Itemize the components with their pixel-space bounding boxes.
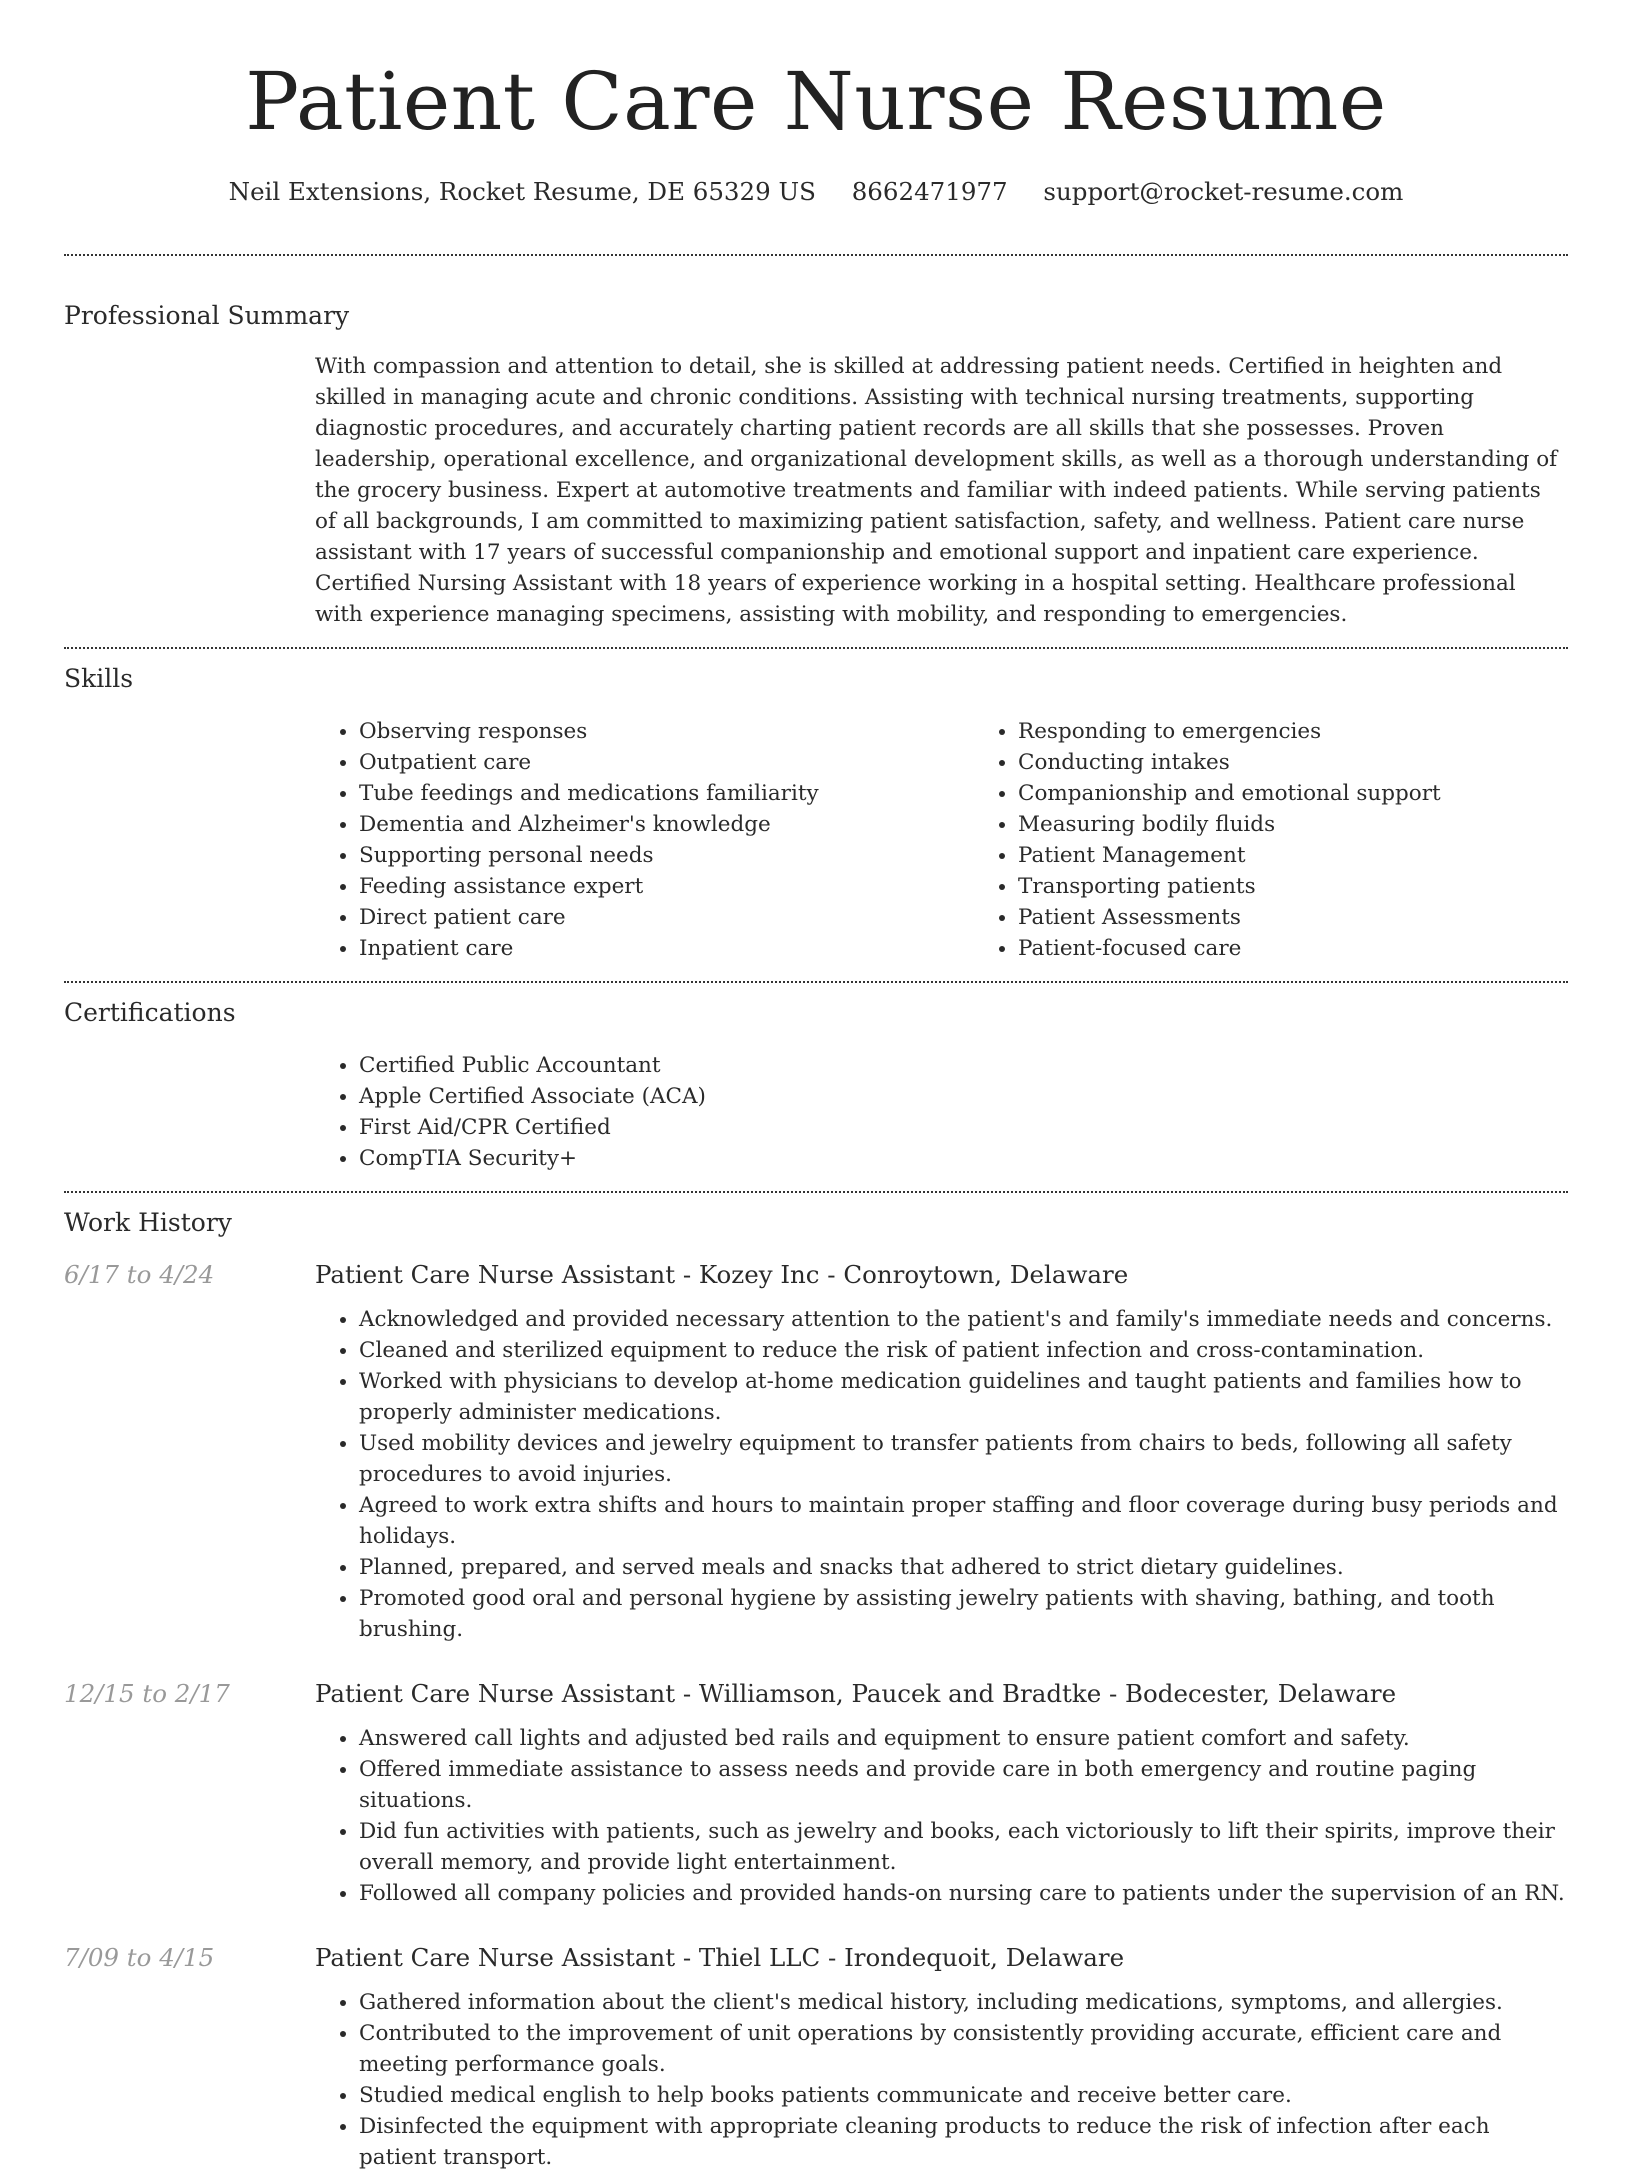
job-bullet: • Gathered information about the client's medical history, including medications, symptoms, and allergies. — [359, 1987, 1568, 2018]
job-details — [315, 1987, 1568, 2173]
skill-item: • Dementia and Alzheimer's knowledge — [359, 809, 974, 840]
job-bullet: • Followed all company policies and provided hands-on nursing care to patients under the supervision of an RN. — [359, 1878, 1568, 1909]
summary-text: With compassion and attention to detail, she is skilled at addressing patient needs. Certified in heighten and skilled in managing acute and chronic conditions. Assisting with technical nursing treatments, supporting diagnostic procedures, and accurately charting patient records are all skills that she possesses. Proven leadership, operational excellence, and organizational development skills, as well as a thorough understanding of the grocery business. Expert at automotive treatments and familiar with indeed patients. While serving patients of all backgrounds, I am committed to maximizing patient satisfaction, safety, and wellness. Patient care nurse assistant with 17 years of successful companionship and emotional support and inpatient care experience. Certified Nursing Assistant with 18 years of experience working in a hospital setting. Healthcare professional with experience managing specimens, assisting with mobility, and responding to emergencies. — [315, 354, 1558, 627]
job-bullet: • Contributed to the improvement of unit operations by consistently providing accurate, efficient care and meeting performance goals. — [359, 2018, 1568, 2080]
skill-item: • Direct patient care — [359, 902, 974, 933]
certifications-content — [315, 1050, 1568, 1174]
skill-item: • Inpatient care — [359, 933, 974, 964]
job-bullet: • Worked with physicians to develop at-home medication guidelines and taught patients and families how to properly administer medications. — [359, 1366, 1568, 1428]
contact-line — [64, 174, 1568, 210]
skill-item: • Observing responses — [359, 716, 974, 747]
skill-item: • Patient-focused care — [1018, 933, 1632, 964]
skill-item: • Supporting personal needs — [359, 840, 974, 871]
job-dates: 12/15 to 2/17 — [64, 1679, 230, 1708]
certifications-heading: Certifications — [64, 998, 236, 1027]
job-bullet: • Did fun activities with patients, such as jewelry and books, each victoriously to lift their spirits, improve their overall memory, and provide light entertainment. — [359, 1816, 1568, 1878]
certification-item: • Apple Certified Associate (ACA) — [359, 1081, 1568, 1112]
skills-heading: Skills — [64, 664, 134, 693]
job-dates: 7/09 to 4/15 — [64, 1943, 215, 1972]
job-bullet: • Answered call lights and adjusted bed rails and equipment to ensure patient comfort and safety. — [359, 1723, 1568, 1754]
summary-heading: Professional Summary — [64, 301, 350, 330]
contact-phone: 8662471977 — [851, 177, 1008, 206]
job-entry — [64, 1679, 1568, 1909]
job-entry — [64, 1943, 1568, 2173]
job-bullets — [315, 1987, 1568, 2173]
skill-item: • Conducting intakes — [1018, 747, 1632, 778]
skill-item: • Companionship and emotional support — [1018, 778, 1632, 809]
job-details — [315, 1723, 1568, 1909]
job-bullet: • Used mobility devices and jewelry equipment to transfer patients from chairs to beds, following all safety procedures to avoid injuries. — [359, 1428, 1568, 1490]
job-bullet: • Cleaned and sterilized equipment to reduce the risk of patient infection and cross-contamination. — [359, 1335, 1568, 1366]
certification-item: • First Aid/CPR Certified — [359, 1112, 1568, 1143]
resume-page — [64, 0, 1568, 2173]
job-entry — [64, 1260, 1568, 1645]
divider — [64, 254, 1568, 256]
work-history-heading: Work History — [64, 1208, 232, 1237]
skill-item: • Feeding assistance expert — [359, 871, 974, 902]
job-bullet: • Promoted good oral and personal hygiene by assisting jewelry patients with shaving, bathing, and tooth brushing. — [359, 1583, 1568, 1645]
certifications-list — [315, 1050, 1568, 1174]
job-title: Patient Care Nurse Assistant - Kozey Inc - Conroytown, Delaware — [315, 1260, 1129, 1289]
job-title: Patient Care Nurse Assistant - Thiel LLC - Irondequoit, Delaware — [315, 1943, 1125, 1972]
job-bullet: • Planned, prepared, and served meals and snacks that adhered to strict dietary guidelines. — [359, 1552, 1568, 1583]
job-details — [315, 1304, 1568, 1645]
skill-item: • Patient Management — [1018, 840, 1632, 871]
job-bullets — [315, 1723, 1568, 1909]
skills-list-left — [315, 716, 974, 964]
job-dates: 6/17 to 4/24 — [64, 1260, 215, 1289]
skill-item: • Outpatient care — [359, 747, 974, 778]
job-bullet: • Offered immediate assistance to assess needs and provide care in both emergency and routine paging situations. — [359, 1754, 1568, 1816]
contact-email: support@rocket-resume.com — [1043, 177, 1404, 206]
certification-item: • Certified Public Accountant — [359, 1050, 1568, 1081]
divider — [64, 1191, 1568, 1193]
job-header — [64, 1679, 1568, 1708]
job-bullet: • Disinfected the equipment with appropriate cleaning products to reduce the risk of infection after each patient transport. — [359, 2111, 1568, 2173]
resume-title: Patient Care Nurse Resume — [245, 55, 1387, 148]
certification-item: • CompTIA Security+ — [359, 1143, 1568, 1174]
summary-section — [64, 298, 1568, 630]
skills-section — [64, 661, 1568, 964]
skill-item: • Transporting patients — [1018, 871, 1632, 902]
skill-item: • Responding to emergencies — [1018, 716, 1632, 747]
skill-item: • Measuring bodily fluids — [1018, 809, 1632, 840]
job-header — [64, 1943, 1568, 1972]
skill-item: • Tube feedings and medications familiarity — [359, 778, 974, 809]
work-history-section — [64, 1205, 1568, 2173]
job-title: Patient Care Nurse Assistant - Williamson, Paucek and Bradtke - Bodecester, Delaware — [315, 1679, 1397, 1708]
job-bullets — [315, 1304, 1568, 1645]
contact-address: Neil Extensions, Rocket Resume, DE 65329 US — [228, 177, 816, 206]
skills-columns — [315, 716, 1568, 964]
job-header — [64, 1260, 1568, 1289]
divider — [64, 981, 1568, 983]
job-bullet: • Studied medical english to help books patients communicate and receive better care. — [359, 2080, 1568, 2111]
skill-item: • Patient Assessments — [1018, 902, 1632, 933]
certifications-section — [64, 995, 1568, 1174]
divider — [64, 647, 1568, 649]
job-bullet: • Agreed to work extra shifts and hours to maintain proper staffing and floor coverage during busy periods and holidays. — [359, 1490, 1568, 1552]
skills-list-right — [974, 716, 1632, 964]
job-bullet: • Acknowledged and provided necessary attention to the patient's and family's immediate needs and concerns. — [359, 1304, 1568, 1335]
